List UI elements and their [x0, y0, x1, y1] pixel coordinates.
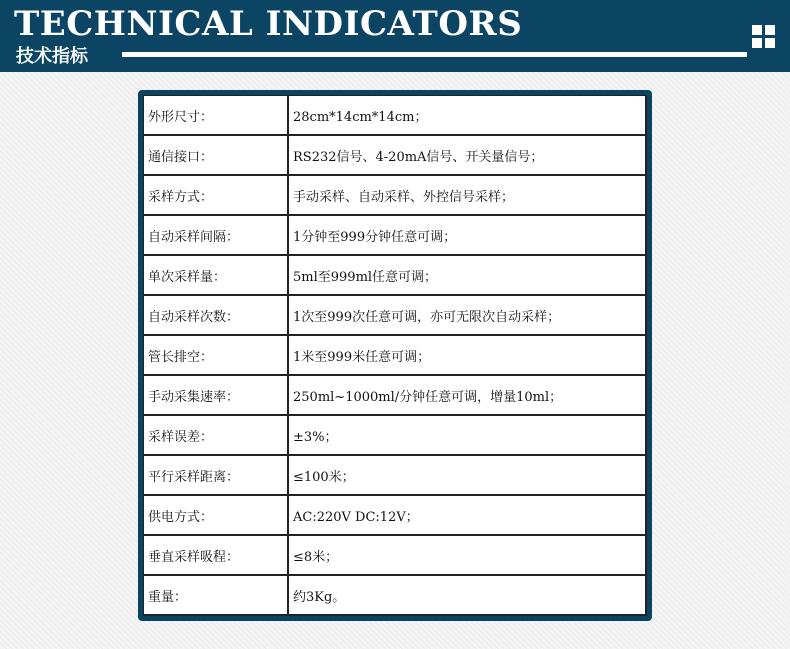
spec-label: 采样方式：: [144, 175, 289, 215]
spec-value: 1次至999次任意可调，亦可无限次自动采样；: [288, 295, 646, 335]
spec-value: 手动采样、自动采样、外控信号采样；: [288, 175, 646, 215]
spec-value: ≤8米；: [288, 535, 646, 575]
table-row: [144, 135, 647, 175]
table-row: [144, 215, 647, 255]
spec-table-body: [144, 96, 647, 616]
header-divider: [122, 52, 747, 57]
spec-value: 1分钟至999分钟任意可调；: [288, 215, 646, 255]
table-row: [144, 175, 647, 215]
table-row: [144, 375, 647, 415]
table-row: [144, 495, 647, 535]
table-row: [144, 535, 647, 575]
spec-label: 垂直采样吸程：: [144, 535, 289, 575]
spec-label: 外形尺寸：: [144, 96, 289, 136]
grid-icon: [752, 25, 776, 49]
spec-label: 自动采样间隔：: [144, 215, 289, 255]
spec-value: ±3%；: [288, 415, 646, 455]
spec-value: 5ml至999ml任意可调；: [288, 255, 646, 295]
header-banner: [0, 0, 790, 72]
page-subtitle: 技术指标: [16, 46, 88, 67]
spec-value: 250ml~1000ml/分钟任意可调，增量10ml；: [288, 375, 646, 415]
spec-value: 约3Kg。: [288, 575, 646, 615]
table-row: [144, 455, 647, 495]
spec-label: 单次采样量：: [144, 255, 289, 295]
spec-label: 自动采样次数：: [144, 295, 289, 335]
spec-value: RS232信号、4-20mA信号、开关量信号；: [288, 135, 646, 175]
spec-label: 重量：: [144, 575, 289, 615]
spec-label: 通信接口：: [144, 135, 289, 175]
spec-label: 手动采集速率：: [144, 375, 289, 415]
table-row: [144, 415, 647, 455]
spec-label: 采样误差：: [144, 415, 289, 455]
table-row: [144, 255, 647, 295]
spec-card: [138, 90, 652, 621]
table-row: [144, 295, 647, 335]
table-row: [144, 575, 647, 615]
table-row: [144, 96, 647, 136]
page-title: TECHNICAL INDICATORS: [14, 4, 523, 44]
spec-label: 供电方式：: [144, 495, 289, 535]
spec-table-container: [143, 95, 647, 616]
table-row: [144, 335, 647, 375]
spec-label: 平行采样距离：: [144, 455, 289, 495]
spec-value: ≤100米；: [288, 455, 646, 495]
spec-value: AC:220V DC:12V；: [288, 495, 646, 535]
spec-value: 1米至999米任意可调；: [288, 335, 646, 375]
spec-value: 28cm*14cm*14cm；: [288, 96, 646, 136]
spec-table: [143, 95, 647, 616]
spec-label: 管长排空：: [144, 335, 289, 375]
